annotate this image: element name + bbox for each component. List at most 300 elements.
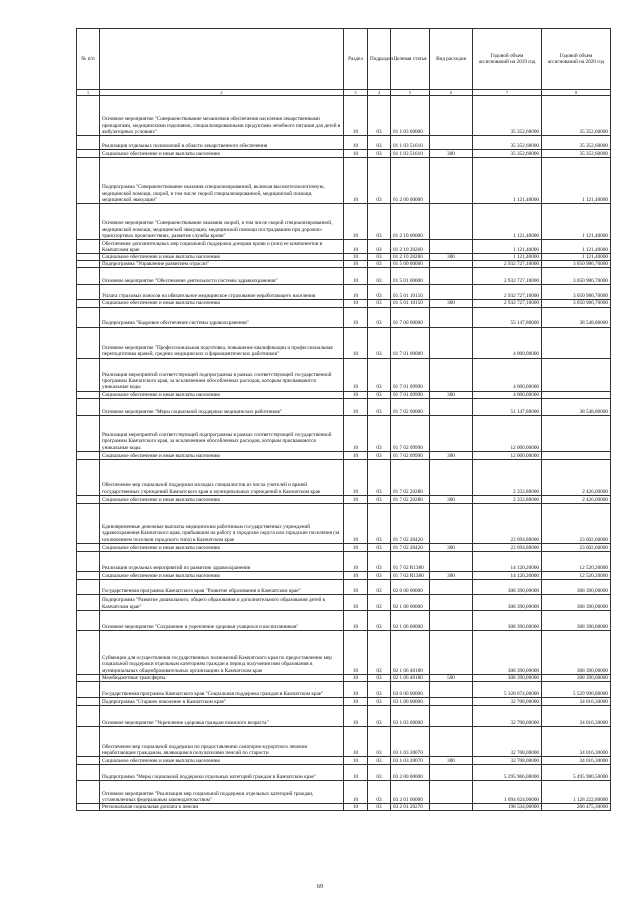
amount-2020-cell: 3 050 986,70000 (542, 285, 611, 300)
amount-2019-cell: 2 932 727,10000 (473, 285, 542, 300)
subsection-cell: 03 (368, 551, 391, 571)
expense-type-cell: 300 (430, 543, 473, 551)
subsection-cell: 03 (368, 261, 391, 268)
item-name-cell: Социальное обеспечение и иные выплаты населению (100, 495, 344, 503)
expense-type-cell: 300 (430, 391, 473, 398)
amount-2019-cell: 2 932 727,10000 (473, 268, 542, 285)
target-article-cell: 03 0 00 00000 (391, 682, 430, 698)
section-cell: 10 (344, 674, 368, 681)
table-row (77, 254, 611, 261)
expense-type-cell (430, 503, 473, 543)
amount-2020-cell (542, 415, 611, 451)
subsection-cell: 03 (368, 698, 391, 706)
row-number-cell (77, 398, 100, 415)
item-name-cell: Основное мероприятие "Совершенствование механизмов обеспечения населения лекарственными препаратами, медицинскими изделиями, специализированными продуктами лечебного питания для детей в амбулаторных условиях" (100, 96, 344, 136)
row-number-cell (77, 300, 100, 307)
table-row (77, 706, 611, 727)
target-article-cell: 02 1 06 40180 (391, 674, 430, 681)
subsection-cell: 03 (368, 804, 391, 811)
amount-2019-cell: 4 000,00000 (473, 327, 542, 358)
table-row (77, 459, 611, 495)
target-article-cell: 01 7 02 20420 (391, 503, 430, 543)
amount-2019-cell: 2 332,80000 (473, 459, 542, 495)
budget-table (76, 28, 611, 811)
item-name-cell: Уплата страховых взносов на обязательное медицинское страхование неработающего населения (100, 285, 344, 300)
row-number-cell (77, 459, 100, 495)
subsection-cell: 03 (368, 579, 391, 594)
target-article-cell: 02 0 00 00000 (391, 579, 430, 594)
target-article-cell: 01 2 10 20260 (391, 254, 430, 261)
header-vr: Вид расходов (430, 29, 473, 90)
expense-type-cell: 300 (430, 495, 473, 503)
table-row (77, 398, 611, 415)
section-cell: 10 (344, 158, 368, 204)
expense-type-cell (430, 579, 473, 594)
target-article-cell: 01 7 02 R1380 (391, 571, 430, 579)
subsection-cell: 03 (368, 495, 391, 503)
item-name-cell: Социальное обеспечение и иные выплаты населению (100, 254, 344, 261)
header-rownum: № п/п (77, 29, 100, 90)
table-row (77, 240, 611, 254)
subsection-cell: 03 (368, 543, 391, 551)
section-cell: 10 (344, 451, 368, 459)
amount-2020-cell (542, 327, 611, 358)
amount-2019-cell: 35 352,60000 (473, 150, 542, 158)
amount-2020-cell: 2 426,00000 (542, 459, 611, 495)
table-row (77, 136, 611, 150)
item-name-cell: Подпрограмма "Кадровое обеспечение системы здравоохранения" (100, 307, 344, 327)
amount-2020-cell: 12 520,20000 (542, 571, 611, 579)
subsection-cell: 03 (368, 706, 391, 727)
row-number-cell (77, 495, 100, 503)
row-number-cell (77, 327, 100, 358)
column-number: 2 (100, 90, 344, 96)
expense-type-cell (430, 398, 473, 415)
row-number-cell (77, 674, 100, 681)
item-name-cell: Подпрограмма "Меры социальной поддержки отдельных категорий граждан в Камчатском крае" (100, 765, 344, 781)
amount-2019-cell: 55 147,80000 (473, 307, 542, 327)
column-number: 4 (368, 90, 391, 96)
table-row (77, 551, 611, 571)
expense-type-cell: 300 (430, 451, 473, 459)
amount-2020-cell: 35 352,60000 (542, 150, 611, 158)
amount-2019-cell: 198 534,00000 (473, 804, 542, 811)
section-cell: 10 (344, 757, 368, 765)
item-name-cell: Социальное обеспечение и иные выплаты населению (100, 150, 344, 158)
amount-2020-cell: 3 050 986,70000 (542, 268, 611, 285)
item-name-cell: Социальное обеспечение и иные выплаты населению (100, 391, 344, 398)
expense-type-cell (430, 327, 473, 358)
expense-type-cell (430, 240, 473, 254)
row-number-cell (77, 698, 100, 706)
item-name-cell: Подпрограмма "Развитие дошкольного, общего образования и дополнительного образования детей в Камчатском крае" (100, 594, 344, 610)
amount-2020-cell: 12 520,20000 (542, 551, 611, 571)
table-row (77, 358, 611, 391)
row-number-cell (77, 96, 100, 136)
item-name-cell: Государственная программа Камчатского края "Развитие образования в Камчатском крае" (100, 579, 344, 594)
row-number-cell (77, 765, 100, 781)
target-article-cell: 01 5 01 10150 (391, 285, 430, 300)
row-number-cell (77, 136, 100, 150)
amount-2019-cell: 308 390,00000 (473, 610, 542, 630)
section-cell: 10 (344, 204, 368, 240)
subsection-cell: 03 (368, 594, 391, 610)
expense-type-cell (430, 204, 473, 240)
column-number: 7 (473, 90, 542, 96)
amount-2019-cell: 32 708,00000 (473, 727, 542, 757)
amount-2019-cell: 32 708,00000 (473, 706, 542, 727)
subsection-cell: 03 (368, 204, 391, 240)
item-name-cell: Региональная социальная доплата к пенсии (100, 804, 344, 811)
row-number-cell (77, 261, 100, 268)
expense-type-cell (430, 610, 473, 630)
item-name-cell: Основное мероприятие "Меры социальной поддержки медицинских работников" (100, 398, 344, 415)
subsection-cell: 03 (368, 268, 391, 285)
section-cell: 10 (344, 415, 368, 451)
subsection-cell: 03 (368, 300, 391, 307)
section-cell: 10 (344, 706, 368, 727)
target-article-cell: 01 7 02 20280 (391, 495, 430, 503)
amount-2020-cell: 38 548,80000 (542, 398, 611, 415)
section-cell: 10 (344, 765, 368, 781)
target-article-cell: 01 2 00 00000 (391, 158, 430, 204)
subsection-cell: 03 (368, 150, 391, 158)
amount-2019-cell: 14 120,20000 (473, 551, 542, 571)
subsection-cell: 03 (368, 96, 391, 136)
section-cell: 10 (344, 727, 368, 757)
expense-type-cell (430, 358, 473, 391)
expense-type-cell: 300 (430, 571, 473, 579)
table-row (77, 503, 611, 543)
item-name-cell: Межбюджетные трансферты (100, 674, 344, 681)
target-article-cell: 02 1 06 00000 (391, 610, 430, 630)
table-row (77, 96, 611, 136)
item-name-cell: Основное мероприятие "Профессиональная подготовка, повышение квалификации и профессиональная переподготовка врачей, средних медицинских и фармацевтических работников" (100, 327, 344, 358)
table-row (77, 158, 611, 204)
item-name-cell: Государственная программа Камчатского края "Социальная поддержка граждан в Камчатском крае" (100, 682, 344, 698)
section-cell: 10 (344, 391, 368, 398)
item-name-cell: Обеспечение мер социальной поддержки молодых специалистов из числа учителей и врачей государственных учреждений Камчатского края и муниципальных учреждений в Камчатском крае (100, 459, 344, 495)
amount-2020-cell: 3 050 986,70000 (542, 261, 611, 268)
amount-2020-cell: 35 352,60000 (542, 136, 611, 150)
amount-2020-cell: 35 352,60000 (542, 96, 611, 136)
row-number-cell (77, 610, 100, 630)
amount-2020-cell: 34 016,30000 (542, 757, 611, 765)
amount-2019-cell: 1 094 624,00000 (473, 781, 542, 804)
amount-2020-cell: 1 121,40000 (542, 204, 611, 240)
item-name-cell: Единовременные денежные выплаты медицинским работникам государственных учреждений здравоохранения Камчатского края, прибывшим на работу в городские округа или городские поселения (за исключением поселков городского типа) в Камчатском крае (100, 503, 344, 543)
page-number: 69 (317, 884, 323, 890)
item-name-cell: Основное мероприятие "Укрепление здоровья граждан пожилого возраста" (100, 706, 344, 727)
subsection-cell: 03 (368, 682, 391, 698)
amount-2020-cell: 308 390,00000 (542, 674, 611, 681)
expense-type-cell (430, 698, 473, 706)
amount-2020-cell (542, 451, 611, 459)
item-name-cell: Реализация мероприятий соответствующей подпрограммы в рамках соответствующей государственной программы Камчатского края, за исключением обособленных расходов, которым присваиваются уникальные коды (100, 358, 344, 391)
section-cell: 10 (344, 630, 368, 674)
item-name-cell: Социальное обеспечение и иные выплаты населению (100, 300, 344, 307)
expense-type-cell (430, 268, 473, 285)
item-name-cell: Социальное обеспечение и иные выплаты населению (100, 571, 344, 579)
subsection-cell: 03 (368, 358, 391, 391)
amount-2020-cell: 23 602,60000 (542, 543, 611, 551)
row-number-cell (77, 804, 100, 811)
row-number-cell (77, 150, 100, 158)
target-article-cell: 01 7 02 20420 (391, 543, 430, 551)
table-row (77, 268, 611, 285)
amount-2019-cell: 4 000,00000 (473, 391, 542, 398)
row-number-cell (77, 571, 100, 579)
section-cell: 10 (344, 327, 368, 358)
expense-type-cell (430, 158, 473, 204)
section-cell: 10 (344, 285, 368, 300)
amount-2019-cell: 1 121,40000 (473, 240, 542, 254)
table-row (77, 261, 611, 268)
item-name-cell: Подпрограмма "Совершенствование оказания специализированной, включая высокотехнологичную, медицинской помощи, скорой, в том числе скорой специализированной, медицинской помощи, медицинской эвакуации" (100, 158, 344, 204)
section-cell: 10 (344, 781, 368, 804)
table-row (77, 391, 611, 398)
table-row (77, 571, 611, 579)
target-article-cell: 01 7 02 R1380 (391, 551, 430, 571)
subsection-cell: 03 (368, 610, 391, 630)
column-number: 5 (391, 90, 430, 96)
expense-type-cell (430, 706, 473, 727)
expense-type-cell (430, 415, 473, 451)
row-number-cell (77, 254, 100, 261)
amount-2019-cell: 35 352,60000 (473, 136, 542, 150)
amount-2019-cell: 14 120,20000 (473, 571, 542, 579)
item-name-cell: Основное мероприятие "Сохранение и укрепление здоровья учащихся и воспитанников" (100, 610, 344, 630)
section-cell: 10 (344, 698, 368, 706)
subsection-cell: 03 (368, 451, 391, 459)
target-article-cell: 01 2 10 00000 (391, 204, 430, 240)
expense-type-cell: 500 (430, 674, 473, 681)
table-row (77, 594, 611, 610)
expense-type-cell (430, 781, 473, 804)
expense-type-cell (430, 307, 473, 327)
section-cell: 10 (344, 254, 368, 261)
header-csr: Целевая статья (391, 29, 430, 90)
subsection-cell: 03 (368, 727, 391, 757)
target-article-cell: 01 1 03 00000 (391, 96, 430, 136)
item-name-cell: Субвенции для осуществления государственных полномочий Камчатского края по предоставлению мер социальной поддержки отдельным категориям граждан в период получения ими образования в муниципальных общеобразовательных организациях в Камчатском крае (100, 630, 344, 674)
item-name-cell: Основное мероприятие "Обеспечение деятельности системы здравоохранения" (100, 268, 344, 285)
expense-type-cell (430, 630, 473, 674)
table-row (77, 543, 611, 551)
amount-2019-cell: 1 121,40000 (473, 204, 542, 240)
amount-2020-cell (542, 391, 611, 398)
section-cell: 10 (344, 96, 368, 136)
expense-type-cell (430, 459, 473, 495)
amount-2019-cell: 2 932 727,10000 (473, 261, 542, 268)
table-row (77, 415, 611, 451)
expense-type-cell (430, 551, 473, 571)
amount-2020-cell: 5 495 980,50000 (542, 765, 611, 781)
subsection-cell: 03 (368, 571, 391, 579)
amount-2019-cell: 308 390,00000 (473, 594, 542, 610)
table-body (77, 96, 611, 811)
section-cell: 10 (344, 571, 368, 579)
row-number-cell (77, 204, 100, 240)
row-number-cell (77, 503, 100, 543)
amount-2019-cell: 32 708,00000 (473, 757, 542, 765)
target-article-cell: 01 5 00 00000 (391, 261, 430, 268)
row-number-cell (77, 307, 100, 327)
amount-2020-cell: 308 390,00000 (542, 579, 611, 594)
table-row (77, 757, 611, 765)
amount-2019-cell: 12 000,00000 (473, 451, 542, 459)
subsection-cell: 03 (368, 757, 391, 765)
subsection-cell: 03 (368, 630, 391, 674)
section-cell: 10 (344, 240, 368, 254)
target-article-cell: 01 5 01 00000 (391, 268, 430, 285)
expense-type-cell: 300 (430, 150, 473, 158)
table-row (77, 610, 611, 630)
header-section: Раздел (344, 29, 368, 90)
subsection-cell: 03 (368, 459, 391, 495)
subsection-cell: 03 (368, 158, 391, 204)
item-name-cell: Реализация отдельных мероприятий по развитию здравоохранения (100, 551, 344, 571)
amount-2019-cell: 4 000,00000 (473, 358, 542, 391)
target-article-cell: 01 7 02 20280 (391, 459, 430, 495)
table-row (77, 765, 611, 781)
amount-2019-cell: 2 332,80000 (473, 495, 542, 503)
amount-2020-cell: 34 016,30000 (542, 727, 611, 757)
amount-2019-cell: 22 694,80000 (473, 503, 542, 543)
subsection-cell: 03 (368, 327, 391, 358)
amount-2020-cell: 5 529 996,80000 (542, 682, 611, 698)
subsection-cell: 03 (368, 136, 391, 150)
expense-type-cell (430, 285, 473, 300)
subsection-cell: 03 (368, 254, 391, 261)
item-name-cell: Основное мероприятие "Совершенствование оказания скорой, в том числе скорой специализированной, медицинской помощи, медицинской эвакуации, медицинской помощи пострадавшим при дорожно-транспортных происшествиях, развитие службы крови" (100, 204, 344, 240)
target-article-cell: 03 1 03 00000 (391, 706, 430, 727)
item-name-cell: Социальное обеспечение и иные выплаты населению (100, 543, 344, 551)
section-cell: 10 (344, 495, 368, 503)
table-row (77, 804, 611, 811)
amount-2019-cell: 32 708,00000 (473, 698, 542, 706)
target-article-cell: 01 5 01 10150 (391, 300, 430, 307)
target-article-cell: 03 2 01 00000 (391, 781, 430, 804)
item-name-cell: Социальное обеспечение и иные выплаты населению (100, 757, 344, 765)
section-cell: 10 (344, 804, 368, 811)
header-name (100, 29, 344, 90)
row-number-cell (77, 358, 100, 391)
section-cell: 10 (344, 579, 368, 594)
amount-2019-cell: 308 390,00000 (473, 674, 542, 681)
row-number-cell (77, 415, 100, 451)
target-article-cell: 01 7 01 09990 (391, 391, 430, 398)
amount-2020-cell: 308 390,00000 (542, 610, 611, 630)
row-number-cell (77, 757, 100, 765)
subsection-cell: 03 (368, 415, 391, 451)
header-year2: Годовой объем ассигнований на 2020 год (542, 29, 611, 90)
expense-type-cell (430, 765, 473, 781)
expense-type-cell (430, 96, 473, 136)
subsection-cell: 03 (368, 391, 391, 398)
section-cell: 10 (344, 300, 368, 307)
column-number: 1 (77, 90, 100, 96)
target-article-cell: 01 1 03 51610 (391, 136, 430, 150)
table-row (77, 630, 611, 674)
item-name-cell: Социальное обеспечение и иные выплаты населению (100, 451, 344, 459)
target-article-cell: 03 2 01 20270 (391, 804, 430, 811)
amount-2020-cell: 1 128 222,80000 (542, 781, 611, 804)
header-year1: Годовой объем ассигнований на 2019 год (473, 29, 542, 90)
row-number-cell (77, 268, 100, 285)
target-article-cell: 03 1 03 20070 (391, 727, 430, 757)
subsection-cell: 03 (368, 240, 391, 254)
expense-type-cell (430, 261, 473, 268)
amount-2020-cell: 1 121,40000 (542, 158, 611, 204)
item-name-cell: Реализация отдельных полномочий в области лекарственного обеспечения (100, 136, 344, 150)
amount-2020-cell: 23 602,60000 (542, 503, 611, 543)
section-cell: 10 (344, 358, 368, 391)
target-article-cell: 01 7 01 09990 (391, 358, 430, 391)
amount-2020-cell: 206 475,30000 (542, 804, 611, 811)
section-cell: 10 (344, 268, 368, 285)
item-name-cell: Реализация мероприятий соответствующей подпрограммы в рамках соответствующей государственной программы Камчатского края, за исключением обособленных расходов, которым присваиваются уникальные коды (100, 415, 344, 451)
amount-2019-cell: 5 295 966,00000 (473, 765, 542, 781)
row-number-cell (77, 727, 100, 757)
table-row (77, 579, 611, 594)
table-row (77, 495, 611, 503)
section-cell: 10 (344, 261, 368, 268)
target-article-cell: 01 1 03 51610 (391, 150, 430, 158)
amount-2019-cell: 1 121,40000 (473, 158, 542, 204)
expense-type-cell (430, 727, 473, 757)
amount-2020-cell: 34 016,30000 (542, 706, 611, 727)
target-article-cell: 03 2 00 00000 (391, 765, 430, 781)
section-cell: 10 (344, 610, 368, 630)
row-number-cell (77, 682, 100, 698)
table-row (77, 781, 611, 804)
row-number-cell (77, 543, 100, 551)
amount-2020-cell (542, 358, 611, 391)
section-cell: 10 (344, 503, 368, 543)
header-subsection: Подраздел (368, 29, 391, 90)
section-cell: 10 (344, 150, 368, 158)
amount-2020-cell: 1 121,40000 (542, 254, 611, 261)
table-row (77, 204, 611, 240)
amount-2019-cell: 12 000,00000 (473, 415, 542, 451)
amount-2019-cell: 308 390,00000 (473, 579, 542, 594)
section-cell: 10 (344, 307, 368, 327)
amount-2020-cell: 308 390,00000 (542, 630, 611, 674)
item-name-cell: Подпрограмма "Управление развитием отрасли" (100, 261, 344, 268)
item-name-cell: Основное мероприятие "Реализация мер социальной поддержки отдельных категорий граждан, установленных федеральным законодательством" (100, 781, 344, 804)
item-name-cell: Обеспечение дополнительных мер социальной поддержки донорам крови и (или) ее компонентов в Камчатском крае (100, 240, 344, 254)
expense-type-cell: 300 (430, 300, 473, 307)
subsection-cell: 03 (368, 674, 391, 681)
expense-type-cell (430, 682, 473, 698)
table-row (77, 451, 611, 459)
subsection-cell: 03 (368, 307, 391, 327)
amount-2020-cell: 2 426,00000 (542, 495, 611, 503)
expense-type-cell (430, 136, 473, 150)
section-cell: 10 (344, 398, 368, 415)
row-number-cell (77, 240, 100, 254)
row-number-cell (77, 781, 100, 804)
table-row (77, 674, 611, 681)
row-number-cell (77, 706, 100, 727)
amount-2019-cell: 1 121,40000 (473, 254, 542, 261)
subsection-cell: 03 (368, 398, 391, 415)
section-cell: 10 (344, 682, 368, 698)
amount-2020-cell: 34 016,30000 (542, 698, 611, 706)
amount-2020-cell: 38 548,80000 (542, 307, 611, 327)
target-article-cell: 01 2 10 20260 (391, 240, 430, 254)
